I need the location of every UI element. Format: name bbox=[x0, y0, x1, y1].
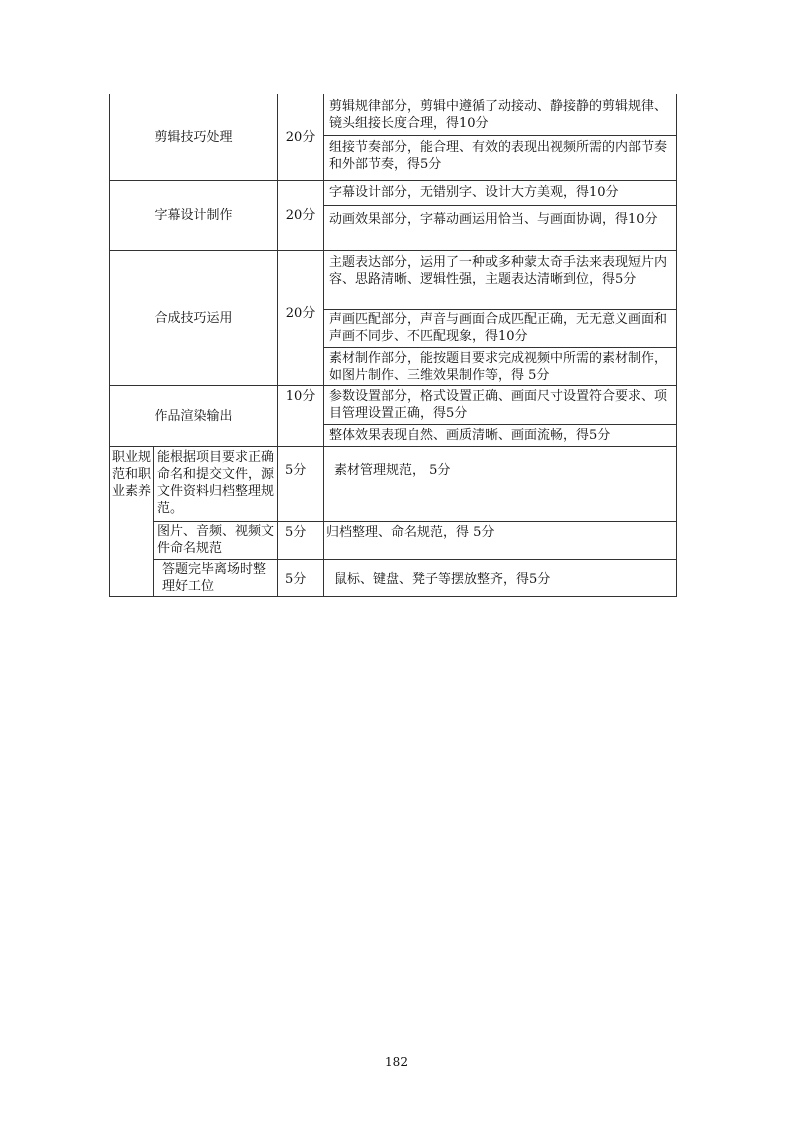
criterion-text: 主题表达部分，运用了一种或多种蒙太奇手法来表现短片内容、思路清晰、逻辑性强，主题表达清晰到位，得5分 bbox=[329, 255, 668, 287]
points-cell bbox=[278, 571, 323, 588]
category-cell bbox=[110, 181, 277, 250]
criterion-cell bbox=[324, 254, 676, 288]
category-label: 合成技巧运用 bbox=[154, 310, 233, 326]
points-label: 5分 bbox=[285, 525, 307, 540]
professional-category-cell bbox=[110, 449, 153, 500]
points-label: 20分 bbox=[285, 130, 316, 145]
requirement-text: 能根据项目要求正确命名和提交文件，源文件资料归档整理规范。 bbox=[157, 450, 275, 516]
criterion-text: 剪辑规律部分，剪辑中遵循了动接动、静接静的剪辑规律、镜头组接长度合理，得10分 bbox=[329, 99, 668, 131]
points-cell bbox=[278, 388, 323, 405]
table-line bbox=[109, 446, 677, 447]
criterion-text: 参数设置部分，格式设置正确、画面尺寸设置符合要求、项目管理设置正确，得5分 bbox=[329, 389, 668, 421]
points-cell bbox=[278, 524, 323, 541]
requirement-cell bbox=[154, 561, 277, 595]
criterion-text: 归档整理、命名规范，得 5分 bbox=[326, 525, 495, 540]
criterion-cell bbox=[324, 571, 676, 588]
category-label: 作品渲染输出 bbox=[154, 408, 233, 424]
points-cell bbox=[278, 462, 323, 479]
points-label: 20分 bbox=[285, 208, 316, 223]
table-line bbox=[153, 559, 677, 560]
category-label: 字幕设计制作 bbox=[154, 208, 233, 223]
points-label: 5分 bbox=[285, 572, 307, 587]
criterion-text: 整体效果表现自然、画质清晰、画面流畅，得5分 bbox=[329, 428, 611, 443]
requirement-cell bbox=[154, 523, 277, 557]
points-label: 20分 bbox=[285, 305, 316, 321]
criterion-cell bbox=[324, 427, 676, 444]
criterion-text: 素材制作部分，能按题目要求完成视频中所需的素材制作，如图片制作、三维效果制作等，得 5分 bbox=[329, 351, 668, 383]
criterion-cell bbox=[324, 524, 676, 541]
criterion-cell bbox=[324, 462, 676, 479]
criterion-text: 声画匹配部分，声音与画面合成匹配正确，无无意义画面和声画不同步、不匹配现象，得10分 bbox=[329, 312, 668, 344]
points-label: 10分 bbox=[285, 389, 316, 404]
table-line bbox=[109, 596, 677, 597]
table-line bbox=[323, 309, 677, 310]
criterion-text: 素材管理规范， 5分 bbox=[334, 463, 451, 478]
requirement-cell bbox=[154, 449, 277, 517]
professional-category-label: 职业规范和职业素养 bbox=[111, 450, 151, 499]
requirement-text: 图片、音频、视频文件命名规范 bbox=[157, 524, 275, 556]
table-line bbox=[323, 135, 677, 136]
points-cell bbox=[278, 95, 323, 180]
category-cell bbox=[110, 251, 277, 385]
criterion-cell bbox=[324, 350, 676, 384]
criterion-cell bbox=[324, 311, 676, 345]
criterion-cell bbox=[324, 211, 676, 228]
requirement-text: 答题完毕离场时整理好工位 bbox=[162, 562, 267, 594]
table-line bbox=[323, 347, 677, 348]
points-cell bbox=[278, 181, 323, 250]
criterion-cell bbox=[324, 388, 676, 422]
points-label: 5分 bbox=[285, 463, 307, 478]
points-cell bbox=[278, 251, 323, 375]
table-line bbox=[323, 424, 677, 425]
criterion-text: 鼠标、键盘、凳子等摆放整齐，得5分 bbox=[334, 572, 551, 587]
category-cell bbox=[110, 386, 277, 446]
criterion-text: 组接节奏部分，能合理、有效的表现出视频所需的内部节奏和外部节奏，得5分 bbox=[329, 140, 668, 172]
category-cell bbox=[110, 95, 277, 180]
category-label: 剪辑技巧处理 bbox=[154, 130, 233, 145]
criterion-cell bbox=[324, 139, 676, 173]
criterion-cell bbox=[324, 184, 676, 201]
table-line bbox=[323, 205, 677, 206]
page-number: 182 bbox=[385, 1055, 408, 1069]
criterion-text: 动画效果部分，字幕动画运用恰当、与画面协调，得10分 bbox=[329, 212, 658, 227]
criterion-cell bbox=[324, 98, 676, 132]
criterion-text: 字幕设计部分，无错别字、设计大方美观，得10分 bbox=[329, 185, 619, 200]
table-line bbox=[153, 521, 677, 522]
